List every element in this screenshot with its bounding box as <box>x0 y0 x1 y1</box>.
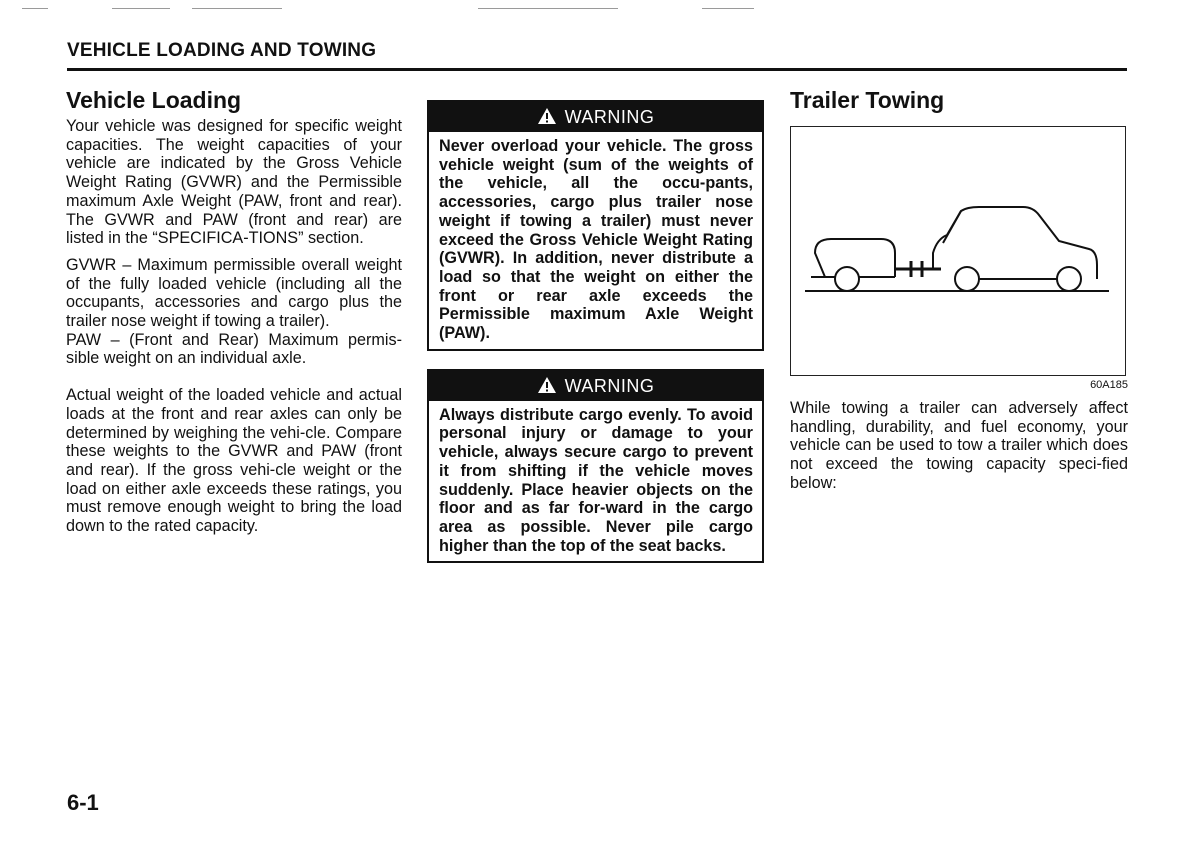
warning-box-cargo <box>427 369 764 564</box>
towing-figure <box>790 126 1126 376</box>
warning-header <box>429 102 762 132</box>
warnings-column <box>427 100 764 581</box>
trailer-towing-paragraph: While towing a trailer can adversely affect handling, durability, and fuel economy, your vehicle can be used to tow a trailer which does not exceed the towing capacity speci-fied below: <box>790 399 1128 492</box>
scan-artifact-lines <box>0 8 1200 12</box>
vehicle-loading-column <box>66 86 402 536</box>
warning-box-overload <box>427 100 764 351</box>
warning-triangle-icon <box>537 373 557 403</box>
page-number: 6-1 <box>67 790 99 815</box>
vehicle-loading-paragraph-4: Actual weight of the loaded vehicle and actual loads at the front and rear axles can only be determined by weighing the vehi-cle. Compare these weights to the GVWR and PAW (front and rear). If the gross vehi-cle weight or the load on either axle exceeds these ratings, you must remove enough weight to bring the load down to the rated capacity. <box>66 386 402 536</box>
trailer-towing-heading: Trailer Towing <box>790 87 945 113</box>
vehicle-towing-trailer-illustration <box>791 127 1125 375</box>
vehicle-loading-paragraph-1: Your vehicle was designed for specific weight capacities. The weight capacities of your vehicle are indicated by the Gross Vehicle Weight Rating (GVWR) and the Permissible maximum Axle Weight (PAW, front and rear). The GVWR and PAW (front and rear) are listed in the “SPECIFICA-TIONS” section. <box>66 117 402 248</box>
warning-title: WARNING <box>564 375 655 396</box>
warning-title: WARNING <box>564 107 655 127</box>
figure-code: 60A185 <box>1090 379 1128 391</box>
gvwr-definition: GVWR – Maximum permissible overall weight of the fully loaded vehicle (including all the occupants, accessories and cargo plus the trailer nose weight if towing a trailer). <box>66 255 402 331</box>
section-title: VEHICLE LOADING AND TOWING <box>67 40 377 61</box>
vehicle-loading-heading: Vehicle Loading <box>66 87 242 113</box>
warning-triangle-icon <box>537 104 557 134</box>
warning-text: Never overload your vehicle. The gross vehicle weight (sum of the weights of the vehicle, all the occu-pants, accessories, cargo plus trailer nose weight if towing a trailer) must never exceed the Gross Vehicle Weight Rating (GVWR). In addition, never distribute a load so that the weight on either the front or rear axle exceeds the Permissible maximum Axle Weight (PAW). <box>439 137 753 343</box>
trailer-towing-column <box>790 86 1128 493</box>
header-rule <box>67 68 1127 71</box>
warning-text: Always distribute cargo evenly. To avoid personal injury or damage to your vehicle, always secure cargo to prevent it from shifting if the vehicle moves suddenly. Place heavier objects on the floor and as far for-ward in the cargo area as possible. Never pile cargo higher than the top of the seat backs. <box>439 405 753 555</box>
warning-header <box>429 371 762 401</box>
paw-definition: PAW – (Front and Rear) Maximum permis-sible weight on an individual axle. <box>66 330 402 368</box>
